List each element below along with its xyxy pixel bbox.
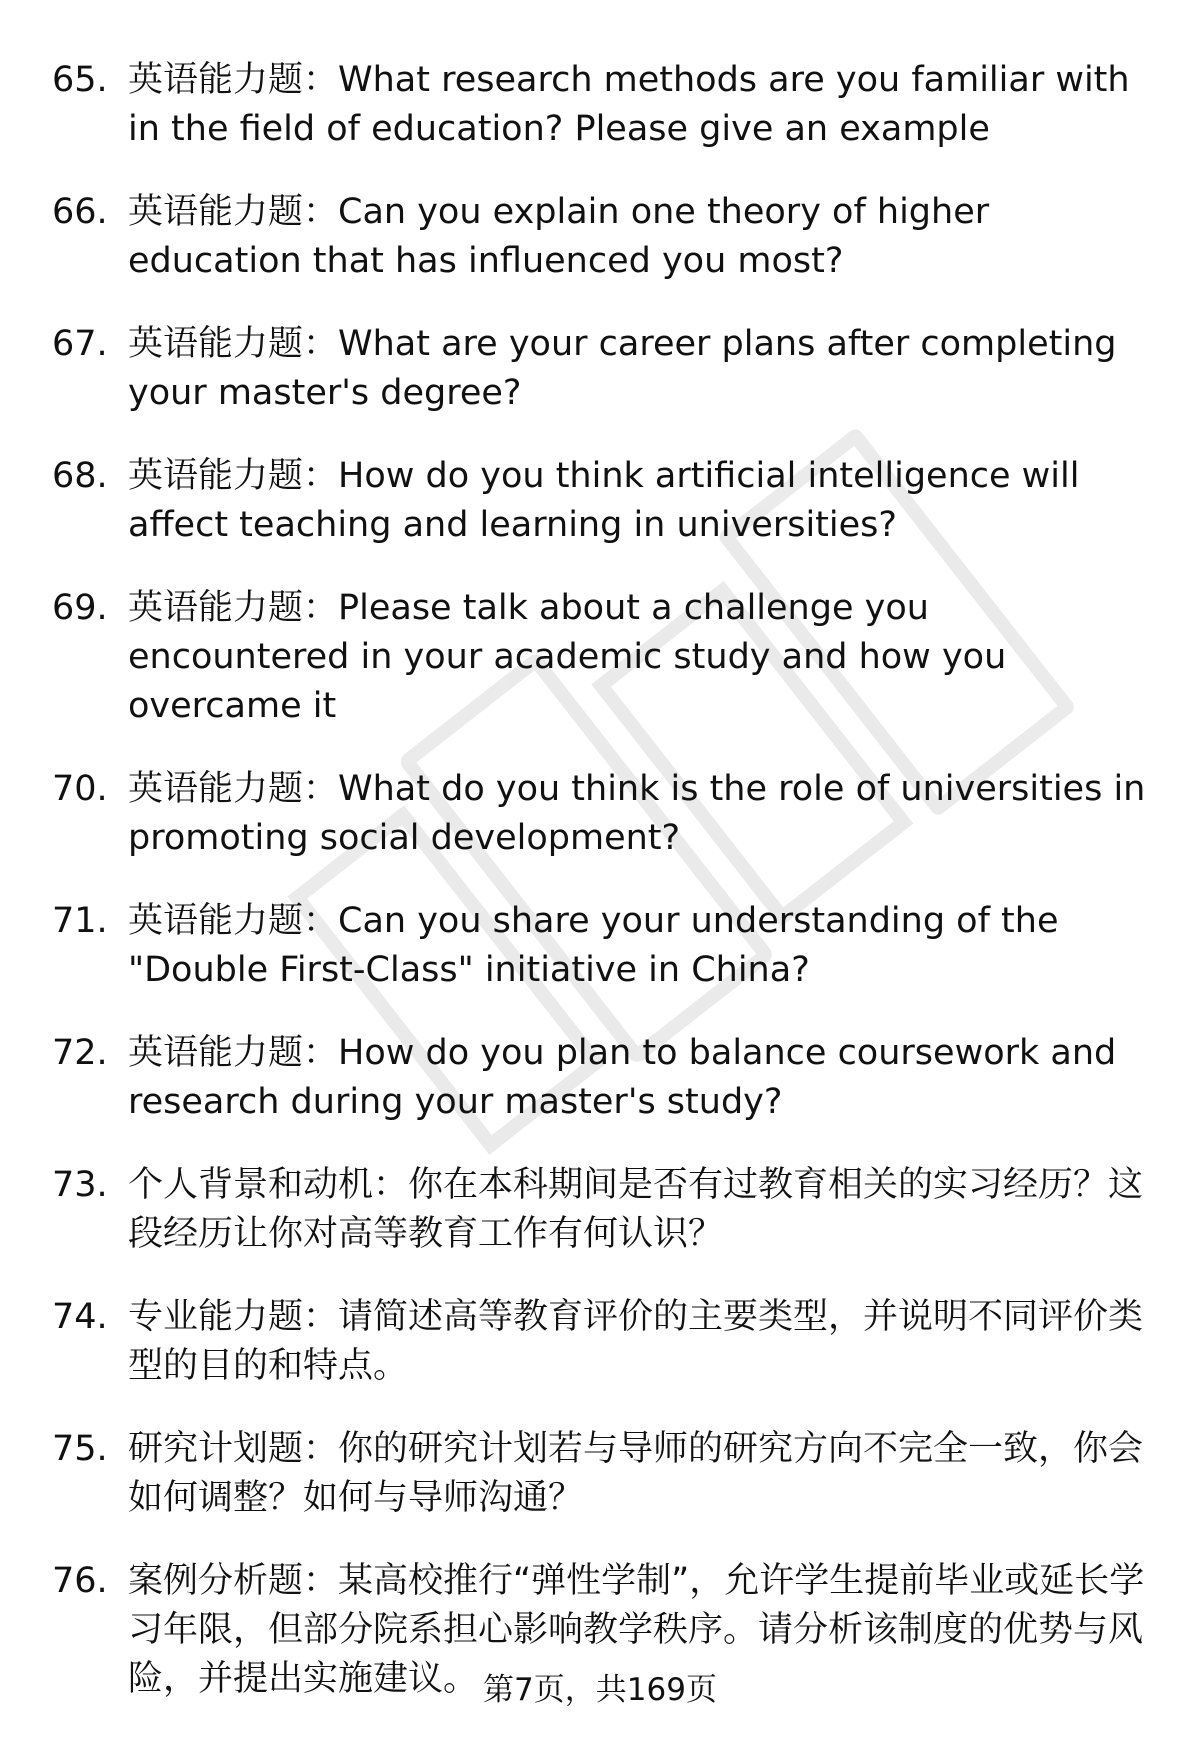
question-category: 研究计划题： [128, 1429, 339, 1469]
question-body: How do you think artificial intelligence will affect teaching and learning in universities? [128, 456, 1080, 545]
question-number: 70. [52, 769, 108, 809]
question-body: 请简述高等教育评价的主要类型，并说明不同评价类型的目的和特点。 [128, 1297, 1144, 1386]
question-category: 英语能力题： [128, 769, 339, 809]
question-category: 英语能力题： [128, 456, 339, 496]
question-category: 个人背景和动机： [128, 1165, 409, 1205]
question-category: 英语能力题： [128, 60, 339, 100]
question-text [128, 584, 1148, 731]
question-body: 某高校推行“弹性学制”，允许学生提前毕业或延长学习年限，但部分院系担心影响教学秩序。请分析该制度的优势与风险，并提出实施建议。 [128, 1561, 1145, 1699]
page-number-footer: 第7页，共169页 [483, 1672, 717, 1708]
question-number: 65. [52, 60, 108, 100]
question-text [128, 1161, 1148, 1259]
list-item [52, 320, 1162, 418]
question-category: 专业能力题： [128, 1297, 339, 1337]
question-body: What do you think is the role of universities in promoting social development? [128, 769, 1146, 858]
question-number: 74. [52, 1297, 108, 1337]
question-body: 你在本科期间是否有过教育相关的实习经历？这段经历让你对高等教育工作有何认识？ [128, 1165, 1144, 1254]
list-item [52, 1425, 1162, 1523]
question-category: 英语能力题： [128, 588, 339, 628]
question-body: 你的研究计划若与导师的研究方向不完全一致，你会如何调整？如何与导师沟通？ [128, 1429, 1144, 1518]
list-item [52, 452, 1162, 550]
question-number: 66. [52, 192, 108, 232]
question-body: Please talk about a challenge you encountered in your academic study and how you overcame it [128, 588, 1007, 726]
list-item [52, 1029, 1162, 1127]
question-text [128, 1425, 1148, 1523]
question-body: Can you share your understanding of the "Double First-Class" initiative in China? [128, 901, 1059, 990]
list-item [52, 188, 1162, 286]
question-category: 英语能力题： [128, 901, 339, 941]
list-item [52, 56, 1162, 154]
list-item [52, 765, 1162, 863]
question-number: 67. [52, 324, 108, 364]
question-text [128, 1293, 1148, 1391]
question-category: 案例分析题： [128, 1561, 339, 1601]
question-text [128, 765, 1148, 863]
question-text [128, 188, 1148, 286]
question-text [128, 897, 1148, 995]
question-category: 英语能力题： [128, 1033, 339, 1073]
question-number: 69. [52, 588, 108, 628]
question-text [128, 56, 1148, 154]
list-item [52, 584, 1162, 731]
question-number: 71. [52, 901, 108, 941]
question-number: 68. [52, 456, 108, 496]
question-list [52, 56, 1162, 1738]
question-body: Can you explain one theory of higher education that has influenced you most? [128, 192, 990, 281]
question-category: 英语能力题： [128, 192, 339, 232]
question-text [128, 1029, 1148, 1127]
question-number: 75. [52, 1429, 108, 1469]
question-category: 英语能力题： [128, 324, 339, 364]
list-item [52, 1293, 1162, 1391]
question-text [128, 452, 1148, 550]
question-body: What are your career plans after completing your master's degree? [128, 324, 1117, 413]
list-item [52, 897, 1162, 995]
question-text [128, 320, 1148, 418]
question-number: 72. [52, 1033, 108, 1073]
question-number: 73. [52, 1165, 108, 1205]
question-body: How do you plan to balance coursework and research during your master's study? [128, 1033, 1117, 1122]
question-body: What research methods are you familiar with in the field of education? Please give an example [128, 60, 1130, 149]
question-number: 76. [52, 1561, 108, 1601]
list-item [52, 1161, 1162, 1259]
